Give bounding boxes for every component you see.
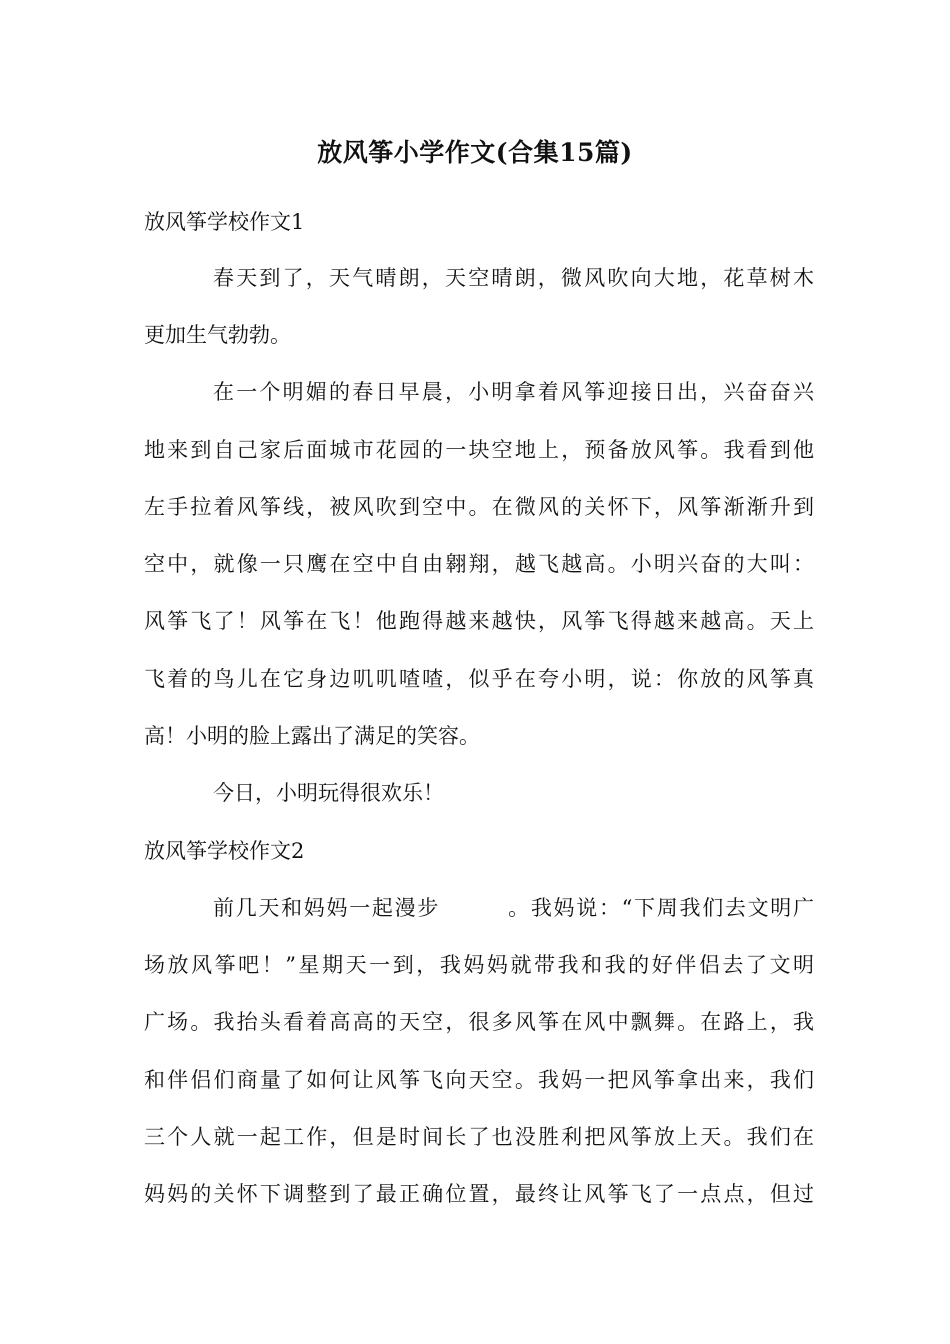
paragraph-line: 春天到了，天气晴朗，天空晴朗，微风吹向大地，花草树木 [213, 266, 814, 290]
paragraph-line: 在一个明媚的春日早晨，小明拿着风筝迎接日出，兴奋奋兴 [213, 380, 814, 404]
paragraph-line: 今日，小明玩得很欢乐！ [213, 781, 444, 805]
paragraph-line: 前几天和妈妈一起漫步 。我妈说：“下周我们去文明广 [213, 896, 814, 920]
document-title: 放风筝小学作文(合集15篇) [317, 138, 633, 167]
section-heading-1: 放风筝学校作文1 [144, 210, 305, 234]
section-heading-2: 放风筝学校作文2 [144, 839, 305, 863]
paragraph-line: 飞着的鸟儿在它身边叽叽喳喳，似乎在夸小明，说：你放的风筝真 [144, 667, 814, 691]
paragraph-line: 妈妈的关怀下调整到了最正确位置，最终让风筝飞了一点点，但过 [144, 1182, 814, 1206]
paragraph-line: 更加生气勃勃。 [144, 323, 291, 347]
paragraph-line: 场放风筝吧！”星期天一到，我妈妈就带我和我的好伴侣去了文明 [144, 953, 814, 977]
paragraph-line: 广场。我抬头看着高高的天空，很多风筝在风中飘舞。在路上，我 [144, 1010, 814, 1034]
paragraph-line: 地来到自己家后面城市花园的一块空地上，预备放风筝。我看到他 [144, 438, 814, 462]
paragraph-line: 和伴侣们商量了如何让风筝飞向天空。我妈一把风筝拿出来，我们 [144, 1068, 814, 1092]
paragraph-line: 风筝飞了！风筝在飞！他跑得越来越快，风筝飞得越来越高。天上 [144, 609, 814, 633]
paragraph-line: 左手拉着风筝线，被风吹到空中。在微风的关怀下，风筝渐渐升到 [144, 495, 814, 519]
paragraph-line: 三个人就一起工作，但是时间长了也没胜利把风筝放上天。我们在 [144, 1125, 814, 1149]
paragraph-line: 空中，就像一只鹰在空中自由翱翔，越飞越高。小明兴奋的大叫： [144, 552, 814, 576]
paragraph-line: 高！小明的脸上露出了满足的笑容。 [144, 724, 480, 748]
